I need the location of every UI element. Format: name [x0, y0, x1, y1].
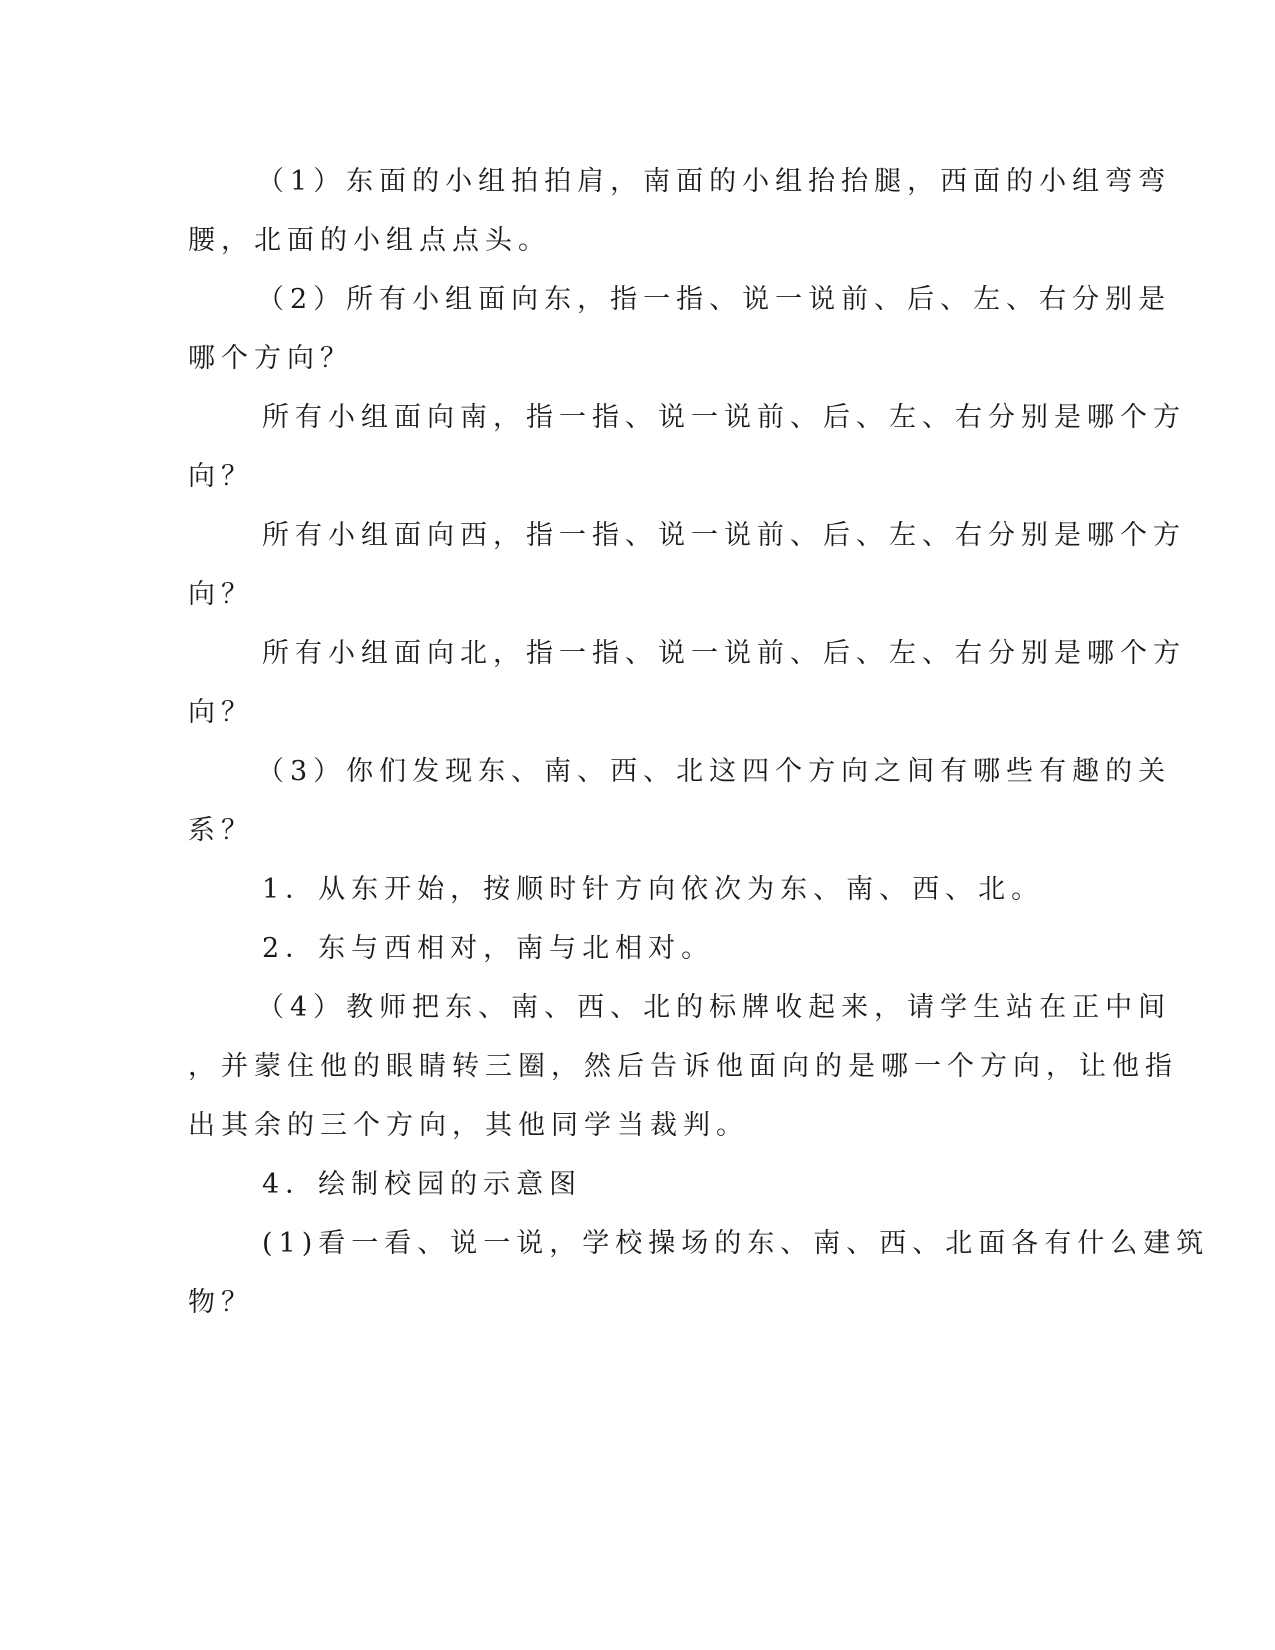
paragraph-8-line-2: 物？	[188, 1287, 254, 1318]
paragraph-3-line-2: 向？	[188, 461, 254, 492]
paragraph-7-line-3: 出其余的三个方向，其他同学当裁判。	[188, 1110, 749, 1141]
paragraph-7-line-2: ，并蒙住他的眼睛转三圈，然后告诉他面向的是哪一个方向，让他指	[188, 1051, 1178, 1082]
paragraph-8-line-1: (1)看一看、说一说，学校操场的东、南、西、北面各有什么建筑	[262, 1228, 1210, 1259]
paragraph-4-line-2: 向？	[188, 579, 254, 610]
paragraph-7-line-1: （4）教师把东、南、西、北的标牌收起来，请学生站在正中间	[257, 992, 1172, 1023]
paragraph-6-line-1: （3）你们发现东、南、西、北这四个方向之间有哪些有趣的关	[257, 756, 1172, 787]
paragraph-2-line-2: 哪个方向？	[188, 343, 353, 374]
paragraph-5-line-2: 向？	[188, 697, 254, 728]
section-heading: 4．绘制校园的示意图	[262, 1169, 583, 1200]
paragraph-4-line-1: 所有小组面向西，指一指、说一说前、后、左、右分别是哪个方	[262, 520, 1186, 551]
paragraph-1-line-1: （1）东面的小组拍拍肩，南面的小组抬抬腿，西面的小组弯弯	[257, 166, 1172, 197]
paragraph-1-line-2: 腰，北面的小组点点头。	[188, 225, 551, 256]
paragraph-5-line-1: 所有小组面向北，指一指、说一说前、后、左、右分别是哪个方	[262, 638, 1186, 669]
list-item-2: 2．东与西相对，南与北相对。	[262, 933, 715, 964]
paragraph-6-line-2: 系？	[188, 815, 254, 846]
list-item-1: 1．从东开始，按顺时针方向依次为东、南、西、北。	[262, 874, 1045, 905]
paragraph-3-line-1: 所有小组面向南，指一指、说一说前、后、左、右分别是哪个方	[262, 402, 1186, 433]
paragraph-2-line-1: （2）所有小组面向东，指一指、说一说前、后、左、右分别是	[257, 284, 1172, 315]
